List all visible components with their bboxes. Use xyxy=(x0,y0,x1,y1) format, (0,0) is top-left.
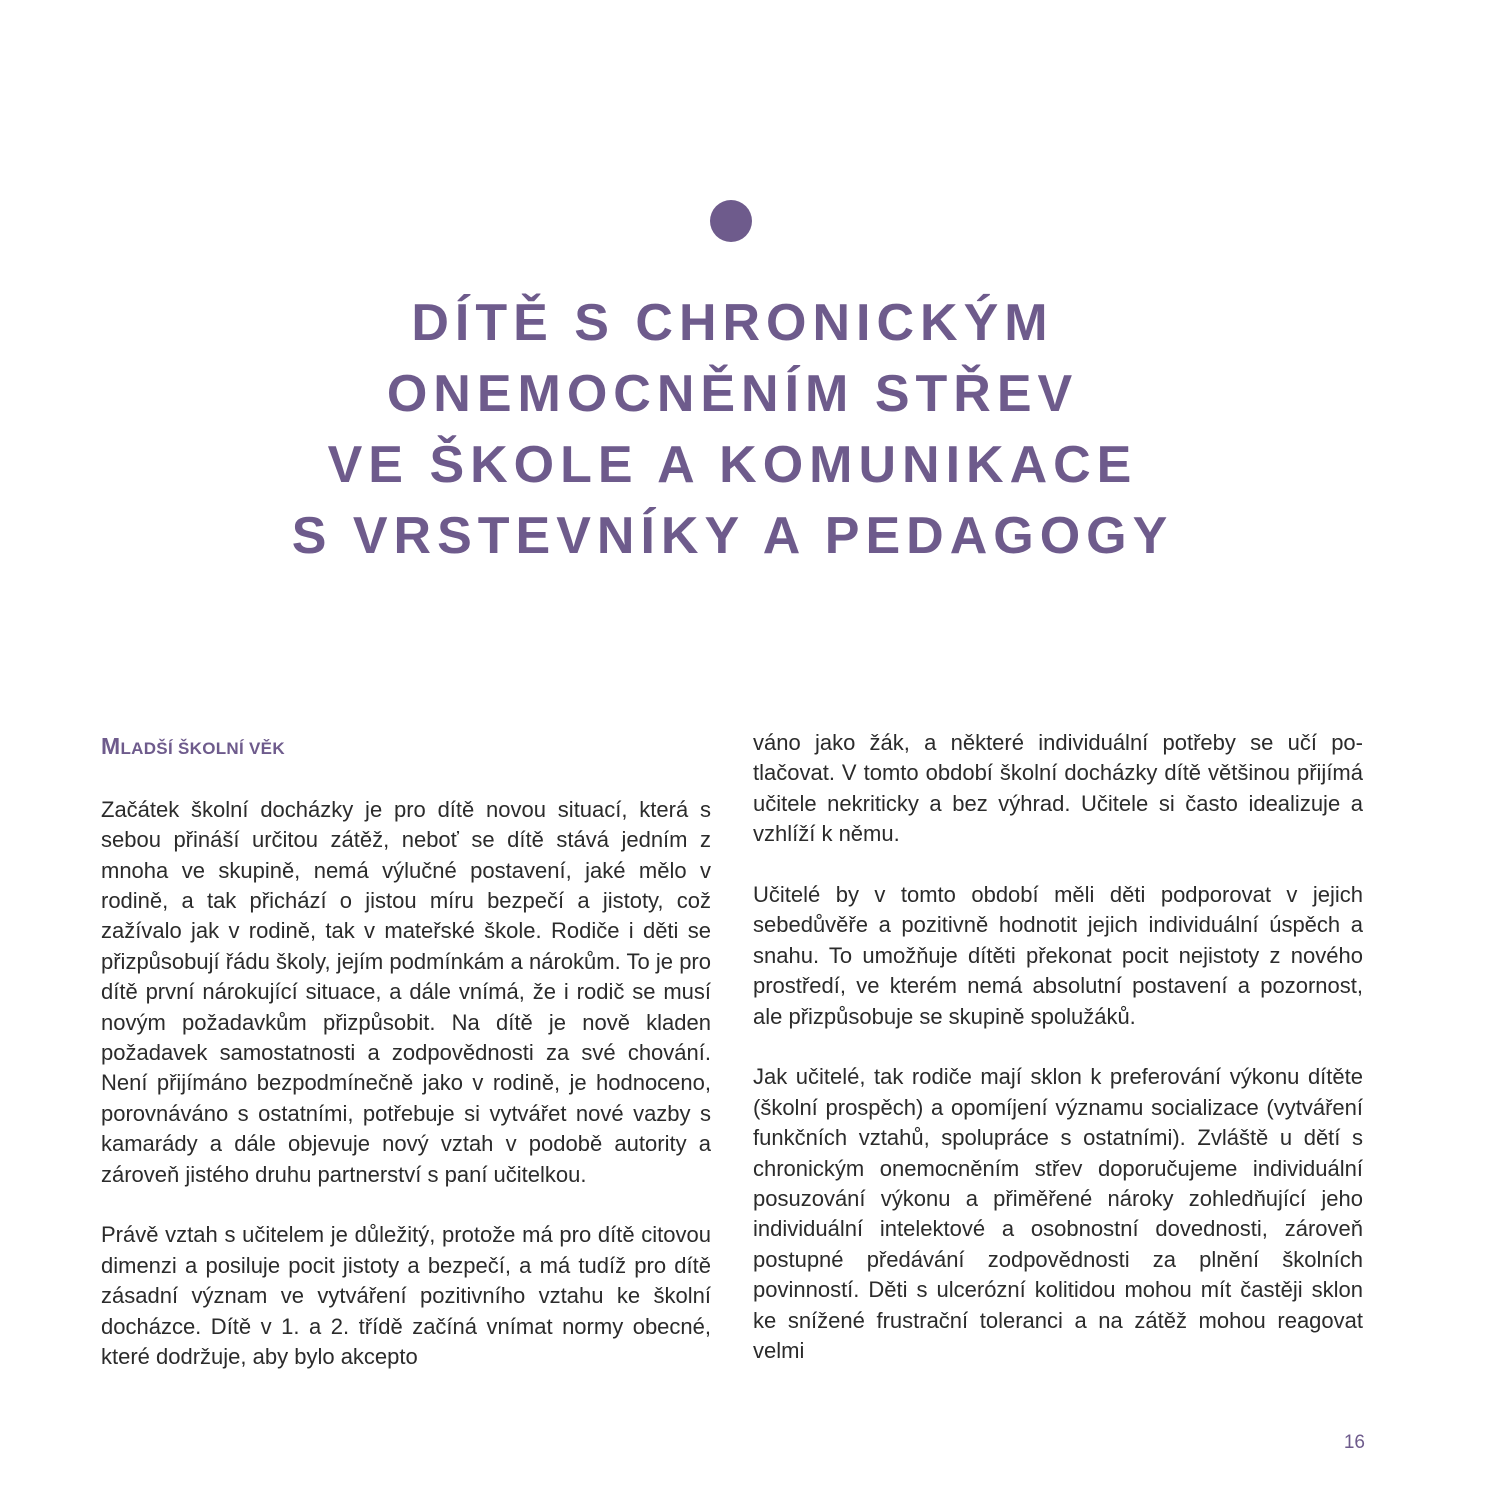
decorative-circle xyxy=(710,200,752,242)
paragraph: Jak učitelé, tak rodiče mají sklon k preferování výkonu dítěte (školní prospěch) a opomíjení významu socializace (vytváření funkčních vztahů, spolupráce s ostatními). Zvláště u dětí s chronickým onemocněním střev doporučujeme individuální posuzování výkonu a přiměřené nároky zohledňující jeho individuální intelektové a osobnostní dovednosti, zároveň postupné předávání zodpovědnosti za plnění školních povinností. Děti s ulcerózní kolitidou mohou mít častěji sklon ke snížené frustrační toleranci a na zátěž mohou reagovat velmi xyxy=(753,1064,1363,1364)
title-line-3: VE ŠKOLE A KOMUNIKACE xyxy=(327,436,1138,494)
title-line-1: DÍTĚ S CHRONICKÝM xyxy=(411,294,1054,352)
paragraph: Učitelé by v tomto období měli děti podporovat v jejich sebedůvěře a pozitivně hodnotit jejich individuální úspěch a snahu. To umožňuje dítěti překonat pocit nejistoty z nového prostředí, ve kterém nemá absolutní postavení a pozornost, ale přizpůsobuje se skupině spolužáků. xyxy=(753,882,1363,1029)
page-title xyxy=(150,288,1315,572)
paragraph: Začátek školní docházky je pro dítě novou situací, která s sebou přináší určitou zátěž, neboť se dítě stává jedním z mnoha ve skupině, nemá výlučné postavení, jaké mělo v rodině, a tak přichází o jistou míru bezpečí a jistoty, což zažívalo jak v rodině, tak v mateřské škole. Rodiče i děti se přizpůsobují řádu školy, jejím podmínkám a nárokům. To je pro dítě první nárokující situace, a dále vnímá, že i rodič se musí novým požadavkům přizpůsobit. Na dítě je nově kladen požadavek samostatnosti a zodpovědnosti za své chování. Není přijímáno bezpodmínečně jako v rodině, je hodnoceno, porovnáváno s ostatními, potřebuje si vytvářet nové vazby s kamarády a dále objevuje nový vztah v podobě autority a zároveň jistého druhu partnerství s paní učitelkou. xyxy=(101,796,711,1187)
section-heading: MLADŠÍ ŠKOLNÍ VĚK xyxy=(101,733,285,759)
left-column xyxy=(101,728,711,1403)
page-number: 16 xyxy=(1343,1432,1365,1453)
title-line-2: ONEMOCNĚNÍM STŘEV xyxy=(386,365,1079,423)
right-column xyxy=(753,728,1363,1397)
paragraph: Právě vztah s učitelem je důležitý, protože má pro dítě citovou dimenzi a posiluje pocit jistoty a bezpečí, a má tudíž pro dítě zásadní význam ve vytváření pozitivního vztahu ke školní docházce. Dítě v 1. a 2. třídě začíná vnímat normy obecné, které dodržuje, aby bylo akcepto xyxy=(101,1222,711,1370)
paragraph: váno jako žák, a některé individuální potřeby se učí potlačovat. V tomto období školní docházky dítě většinou přijímá učitele nekriticky a bez výhrad. Učitele si často idealizuje a vzhlíží k němu. xyxy=(753,730,1363,847)
title-line-4: S VRSTEVNÍKY A PEDAGOGY xyxy=(291,507,1174,565)
